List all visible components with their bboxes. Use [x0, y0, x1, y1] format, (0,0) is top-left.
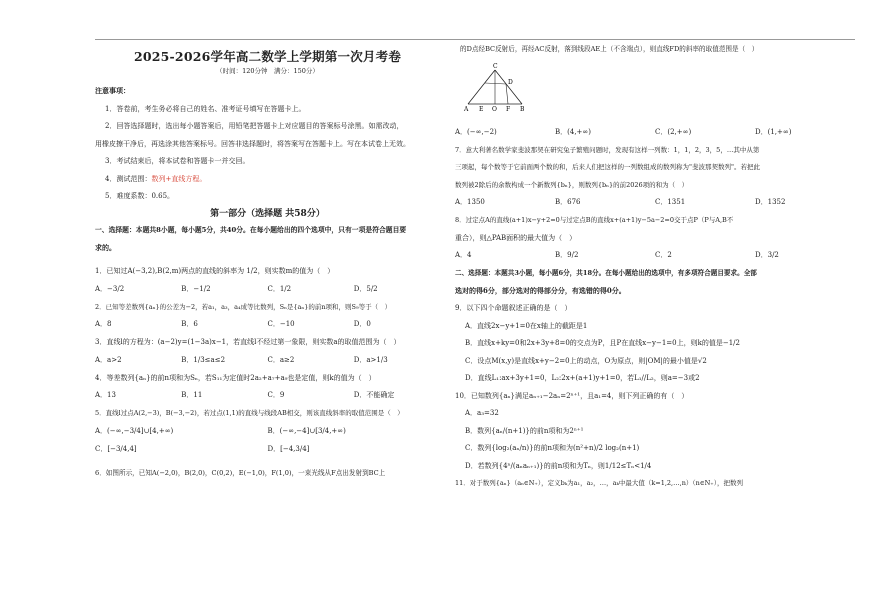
section2-instructions: 二、选择题：本题共3小题，每小题6分，共18分。在每小题给出的选项中，有多项符合题目要求。全部 — [455, 269, 757, 277]
notes-heading: 注意事项： — [95, 86, 130, 95]
q1-option-b: B．−1/2 — [181, 284, 211, 293]
q6-option-a: A．(−∞,−2) — [455, 127, 497, 136]
q5-option-d: D．[−4,3/4] — [267, 444, 310, 453]
fig-label-d: D — [508, 79, 513, 86]
question-7: 7．意大利著名数学家斐波那契在研究兔子繁殖问题时，发现有这样一列数：1，1，2，3，5，…其中从第 — [455, 145, 760, 154]
section1-instructions-cont: 求的。 — [95, 242, 116, 252]
q1-options — [95, 284, 440, 294]
q3-option-a: A．a>2 — [95, 355, 122, 364]
left-column — [95, 44, 440, 485]
fig-label-f: F — [506, 106, 511, 112]
question-7-cont2: 数列被2除后的余数构成一个新数列{bₙ}，则数列{bₙ}的前2026项的和为（ ） — [455, 180, 689, 189]
q2-option-b: B．6 — [181, 320, 198, 328]
q7-option-a: A．1350 — [455, 198, 485, 206]
right-column — [455, 44, 855, 496]
q6-options — [455, 127, 855, 137]
q8-option-d: D．3/2 — [755, 251, 779, 259]
q10-option-c: C．数列{log₂(aₙ/n)}的前n项和为(n²+n)/2 log₂(n+1) — [465, 444, 640, 452]
q7-option-d: D．1352 — [755, 198, 786, 206]
q2-option-d: D．0 — [353, 320, 371, 328]
q4-option-d: D．不能确定 — [353, 391, 395, 399]
fig-label-b: B — [520, 106, 525, 112]
q3-option-c: C．a≥2 — [267, 355, 295, 364]
q9-option-d: D．直线L₁:ax+3y+1=0，L₂:2x+(a+1)y+1=0，若L₁//L₂，则a=−3或2 — [465, 374, 700, 382]
question-10: 10．已知数列{aₙ}满足aₙ₊₁−2aₙ=2ⁿ⁺¹，且a₁=4，则下列正确的有（ ） — [455, 391, 689, 400]
q2-option-c: C．−10 — [267, 320, 295, 328]
question-7-cont: 三项起，每个数等于它前面两个数的和，后来人们把这样的一列数组成的数列称为"斐波那契数列"。若把此 — [455, 163, 760, 171]
note-5: 5．难度系数：0.65。 — [105, 192, 175, 200]
note-4 — [95, 174, 440, 184]
q4-option-c: C．9 — [267, 391, 285, 399]
q6-option-c: C．(2,+∞) — [655, 127, 692, 136]
q8-option-b: B．9/2 — [555, 251, 579, 259]
fig-label-e: E — [479, 106, 484, 112]
note-4-prefix: 4．测试范围： — [105, 174, 152, 183]
q4-option-b: B．11 — [181, 391, 203, 399]
q7-option-b: B．676 — [555, 198, 581, 206]
q4-options — [95, 390, 440, 400]
q1-option-d: D．5/2 — [353, 284, 378, 293]
note-2: 2．回答选择题时，选出每小题答案后，用铅笔把答题卡上对应题目的答案标号涂黑。如需改动， — [105, 122, 404, 130]
note-3: 3．考试结束后，将本试卷和答题卡一并交回。 — [105, 157, 250, 165]
exam-subtitle: （时间：120分钟 满分：150分） — [216, 67, 319, 75]
part1-heading: 第一部分（选择题 共58分） — [210, 209, 325, 219]
q2-option-a: A．8 — [95, 320, 112, 328]
question-8: 8．过定点A的直线(a+1)x−y+2=0与过定点B的直线x+(a+1)y−5a−2=0交于点P（P与A,B不 — [455, 216, 734, 224]
question-8-cont: 重合），则△PAB面积的最大值为（ ） — [455, 233, 577, 242]
test-scope: 数列+直线方程。 — [151, 174, 207, 183]
exam-title: 2025-2026学年高二数学上学期第一次月考卷 — [133, 49, 402, 64]
q9-option-c: C．设点M(x,y)是直线x+y−2=0上的动点，O为原点，则|OM|的最小值是√2 — [465, 356, 707, 365]
fig-label-o: O — [492, 106, 497, 112]
question-1: 1．已知过A(−3,2),B(2,m)两点的直线的斜率为 1/2，则实数m的值为（ ） — [95, 267, 335, 275]
q8-option-a: A．4 — [455, 251, 472, 259]
q5-option-b: B．(−∞,−4]∪[3/4,+∞) — [267, 426, 346, 435]
q3-options — [95, 355, 440, 365]
q5-options-row2 — [95, 444, 440, 454]
q8-option-c: C．2 — [655, 251, 672, 259]
q9-option-b: B．直线x+ky=0和2x+3y+8=0的交点为P，且P在直线x−y−1=0上，则k的值是−1/2 — [465, 339, 740, 347]
q4-option-a: A．13 — [95, 391, 116, 399]
question-3: 3．直线l的方程为：(a−2)y=(1−3a)x−1，若直线l不经过第一象限，则实数a的取值范围为（ ） — [95, 338, 401, 346]
q6-option-b: B．(4,+∞) — [555, 127, 591, 136]
q6-option-d: D．(1,+∞) — [755, 127, 792, 136]
q10-option-b: B．数列{aₙ/(n+1)}的前n项和为2ⁿ⁺¹ — [465, 426, 584, 435]
q1-option-a: A．−3/2 — [95, 284, 125, 293]
q8-options — [455, 250, 855, 260]
note-2-cont: 用橡皮擦干净后，再选涂其他答案标号。回答非选择题时，将答案写在答题卡上。写在本试卷上无效。 — [95, 139, 410, 148]
q5-options-row1 — [95, 426, 440, 436]
q10-option-d: D．若数列{4ⁿ/(aₙaₙ₊₁)}的前n项和为Tₙ，则1/12≤Tₙ<1/4 — [465, 461, 652, 470]
note-1: 1．答卷前，考生务必将自己的姓名、准考证号填写在答题卡上。 — [105, 104, 306, 113]
q9-option-a: A．直线2x−y+1=0在x轴上的截距是1 — [465, 321, 588, 330]
q7-options — [455, 197, 855, 207]
q5-option-a: A．(−∞,−3/4]∪[4,+∞) — [95, 426, 174, 435]
q3-option-b: B．1/3≤a≤2 — [181, 355, 226, 364]
fig-label-a: A — [464, 106, 469, 112]
q10-option-a: A．a₃=32 — [465, 409, 499, 417]
question-4: 4．等差数列{aₙ}的前n项和为Sₙ，若S₁₁为定值时2a₂+a₇+a₉也是定值，则k的值为（ ） — [95, 373, 376, 382]
q7-option-c: C．1351 — [655, 198, 686, 206]
top-rule — [95, 39, 855, 40]
question-2: 2．已知等差数列{aₙ}的公差为−2，若a₁，a₃，a₄成等比数列，Sₙ是{aₙ}的前n项和，则S₉等于（ ） — [95, 302, 392, 311]
question-6: 6．如图所示，已知A(−2,0)，B(2,0)，C(0,2)，E(−1,0)，F(1,0)，一束光线从F点出发射到BC上 — [95, 468, 386, 477]
fig-label-c: C — [493, 63, 498, 70]
q5-option-c: C．[−3/4,4] — [95, 444, 137, 453]
question-11: 11．对于数列{aₙ}（aₙ∈N₊），定义bₖ为a₁，a₂，…，aₖ中最大值（k=1,2,…,n）（n∈N₊），把数列 — [455, 479, 743, 487]
q3-option-d: D．a>1/3 — [353, 355, 388, 364]
question-6-cont: 的D点经BC反射后，再经AC反射，落到线段AE上（不含端点），则直线FD的斜率的取值范围是（ ） — [460, 45, 759, 53]
q2-options — [95, 319, 440, 329]
question-9: 9．以下四个命题叙述正确的是（ ） — [455, 304, 572, 312]
question-5: 5．直线l过点A(2,−3)，B(−3,−2)，若过点(1,1)的直线与线段AB相交，则该直线斜率的取值范围是（ ） — [95, 409, 404, 417]
section1-instructions: 一、选择题：本题共8小题，每小题5分，共40分。在每小题给出的四个选项中，只有一项是符合题目要 — [95, 226, 407, 234]
q1-option-c: C．1/2 — [267, 284, 292, 293]
section2-instructions-cont: 选对的得6分，部分选对的得部分分，有选错的得0分。 — [455, 285, 626, 295]
